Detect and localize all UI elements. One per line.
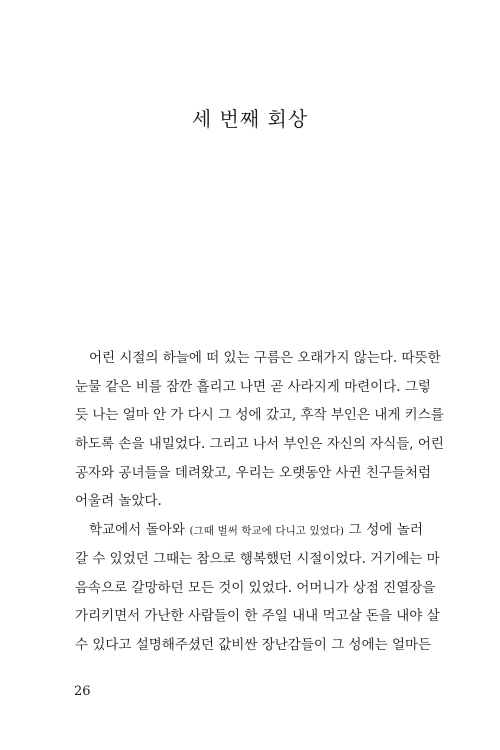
text-line: 갈 수 있었던 그때는 참으로 행복했던 시절이었다. 거기에는 마: [75, 550, 440, 567]
text-line: 음속으로 갈망하던 모든 것이 있었다. 어머니가 상점 진열장을: [75, 579, 436, 596]
text-run: 그 성에 놀러: [344, 522, 423, 539]
paragraph-2: [75, 516, 440, 659]
text-line: [75, 516, 423, 545]
text-line: 하도록 손을 내밀었다. 그리고 나서 부인은 자신의 자식들, 어린: [75, 436, 444, 453]
text-run: 학교에서 돌아와: [89, 522, 190, 539]
text-line: 듯 나는 얼마 안 가 다시 그 성에 갔고, 후작 부인은 내게 키스를: [75, 407, 444, 424]
text-line: 눈물 같은 비를 잠깐 흘리고 나면 곧 사라지게 마련이다. 그렇: [75, 378, 431, 395]
text-line: 어린 시절의 하늘에 떠 있는 구름은 오래가지 않는다. 따뜻한: [89, 350, 441, 366]
text-line: 수 있다고 설명해주셨던 값비싼 장난감들이 그 성에는 얼마든: [75, 636, 432, 653]
paragraph-1: [75, 344, 444, 516]
page-number: 26: [74, 684, 91, 699]
parenthetical-note: (그때 벌써 학교에 다니고 있었다): [189, 525, 345, 538]
chapter-title: 세 번째 회상: [191, 107, 309, 131]
text-line: 어울려 놀았다.: [75, 493, 162, 510]
text-line: 가리키면서 가난한 사람들이 한 주일 내내 먹고살 돈을 내야 살: [75, 608, 440, 625]
body-text: [75, 344, 444, 660]
text-line: 공자와 공녀들을 데려왔고, 우리는 오랫동안 사귄 친구들처럼: [75, 464, 432, 481]
